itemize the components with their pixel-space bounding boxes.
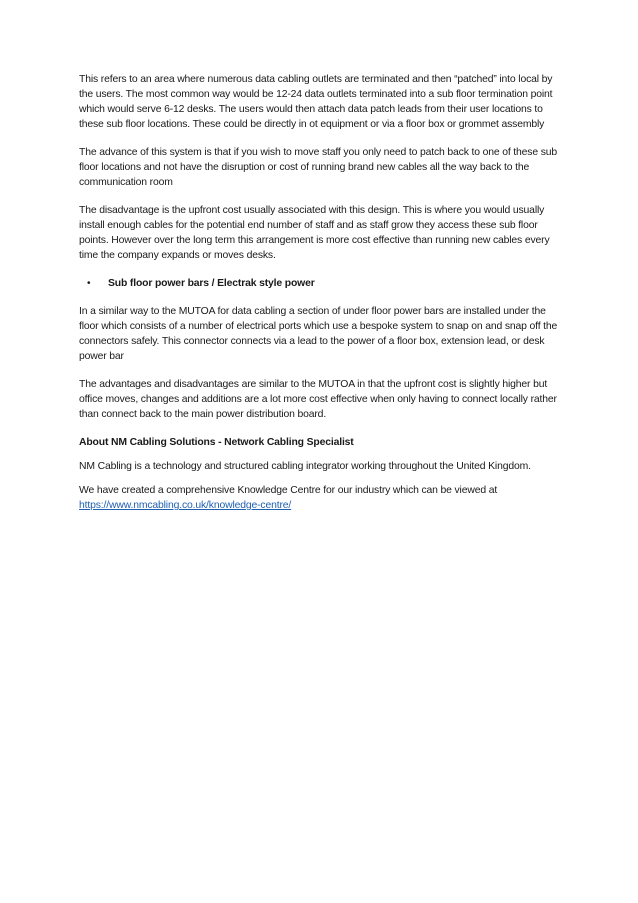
bullet-icon: • — [87, 278, 91, 289]
knowledge-centre-link[interactable]: https://www.nmcabling.co.uk/knowledge-centre/ — [79, 500, 292, 511]
paragraph-power-advantages: The advantages and disadvantages are similar to the MUTOA in that the upfront cost is slightly higher but office moves, changes and additions are a lot more cost effective when only having to connect locally rather than connect back to the main power distribution board. — [79, 379, 557, 420]
bullet-item-power-bars — [79, 276, 563, 291]
paragraph-subfloor-intro: This refers to an area where numerous data cabling outlets are terminated and then “patched” into local by the users. The most common way would be 12-24 data outlets terminated into a sub floor termination point which would serve 6-12 desks. The users would then attach data patch leads from their user locations to these sub floor locations. These could be directly in ot equipment or via a floor box or grommet assembly — [79, 74, 553, 130]
paragraph-advantage: The advance of this system is that if you wish to move staff you only need to patch back to one of these sub floor locations and not have the disruption or cost of running brand new cables all the way back to the communication room — [79, 147, 558, 188]
paragraph-about-company: NM Cabling is a technology and structured cabling integrator working throughout the United Kingdom. — [79, 461, 531, 472]
bullet-heading: Sub floor power bars / Electrak style power — [108, 278, 315, 289]
paragraph-power-bars: In a similar way to the MUTOA for data cabling a section of under floor power bars are installed under the floor which consists of a number of electrical ports which use a bespoke system to snap on and snap off the connectors safely. This connector connects via a lead to the power of a floor box, extension lead, or desk power bar — [79, 306, 558, 362]
knowledge-centre-text: We have created a comprehensive Knowledge Centre for our industry which can be viewed at — [79, 485, 498, 496]
paragraph-disadvantage: The disadvantage is the upfront cost usually associated with this design. This is where you would usually install enough cables for the potential end number of staff and as staff grow they access these sub floor points. However over the long term this arrangement is more cost effective than running new cables every time the company expands or moves desks. — [79, 205, 550, 261]
about-heading: About NM Cabling Solutions - Network Cabling Specialist — [79, 437, 354, 448]
paragraph-knowledge-centre — [79, 483, 563, 513]
document-page — [79, 72, 563, 526]
